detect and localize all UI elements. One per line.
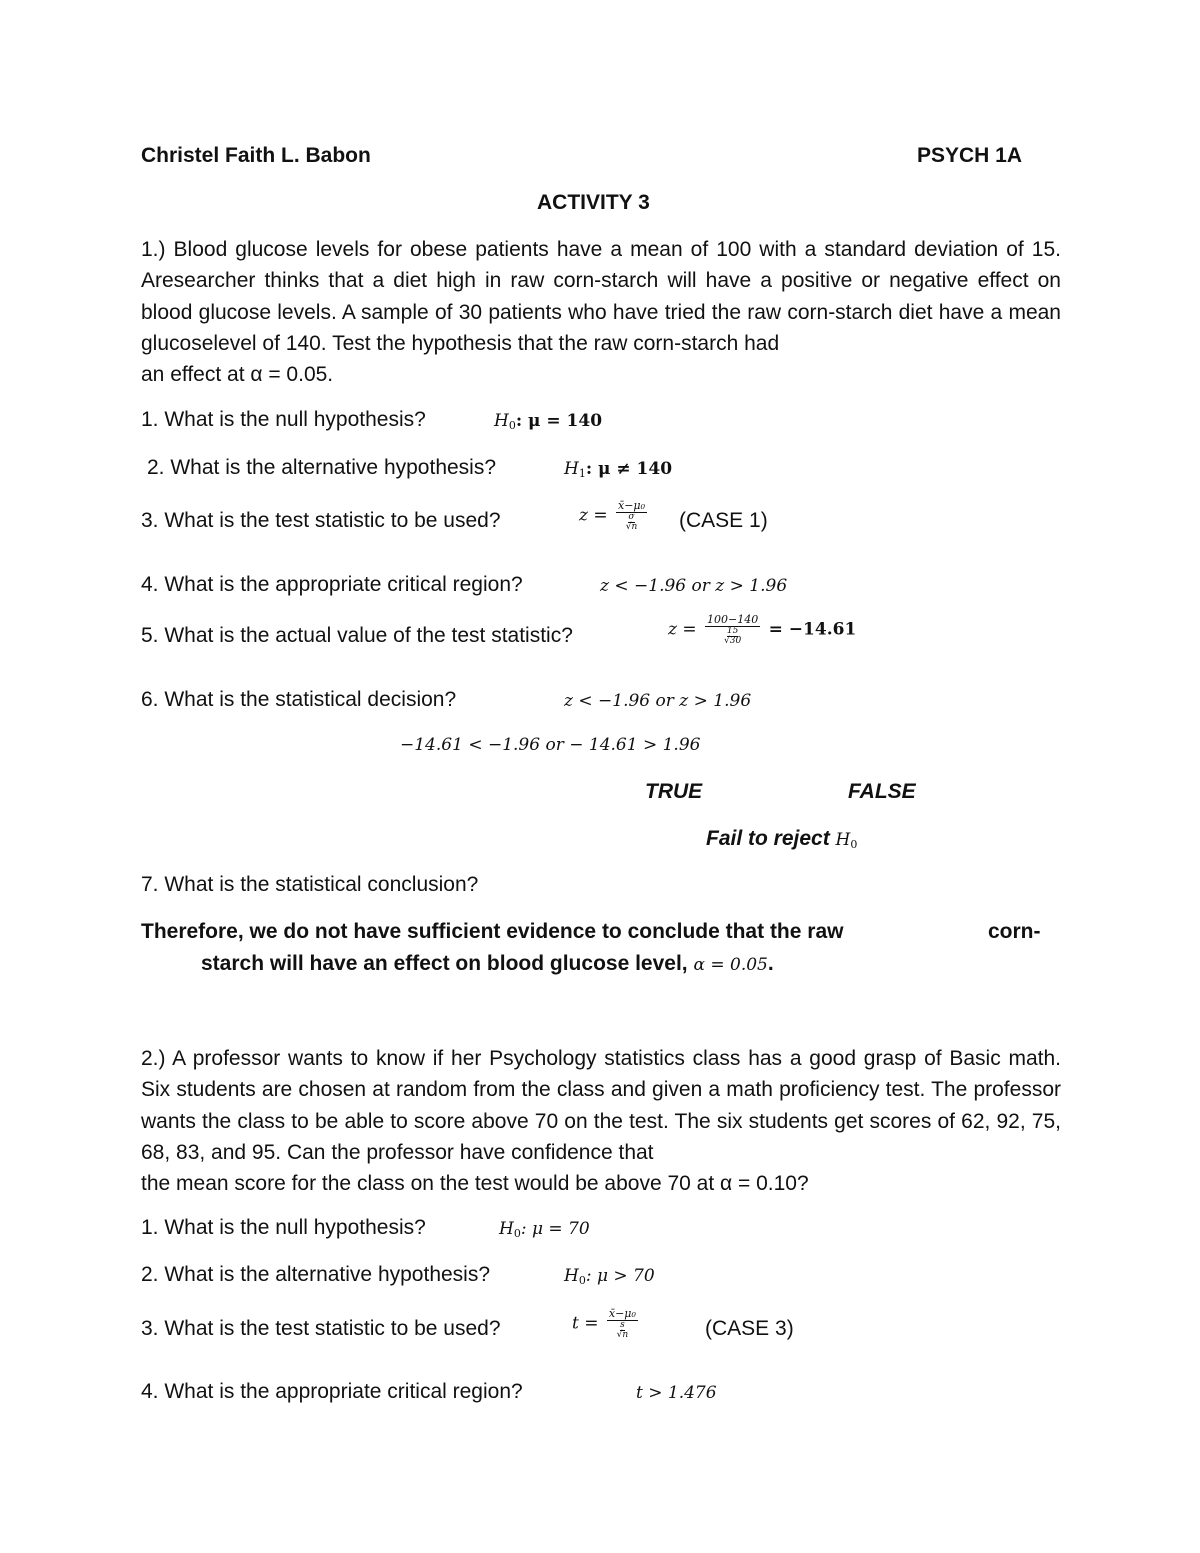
s-symbol: s (620, 1320, 625, 1330)
p1-question-7: 7. What is the statistical conclusion? (141, 873, 479, 896)
conclusion-line-1: Therefore, we do not have sufficient evidence to conclude that the raw (141, 920, 844, 943)
p2-answer-1-value: : μ = 70 (520, 1219, 590, 1239)
p2-question-1: 1. What is the null hypothesis? (141, 1216, 426, 1239)
p1-question-3: 3. What is the test statistic to be used? (141, 509, 501, 532)
p1-question-1: 1. What is the null hypothesis? (141, 408, 426, 431)
fraction-numerator: x̄−μ₀ (618, 499, 645, 512)
h-subscript: 1 (578, 467, 586, 480)
p2-question-3: 3. What is the test statistic to be used? (141, 1317, 501, 1340)
sqrt-n: √n (625, 522, 638, 532)
p2-question-2: 2. What is the alternative hypothesis? (141, 1263, 491, 1286)
p1-answer-2-value: : μ ≠ 140 (585, 459, 673, 479)
p2-answer-2 (564, 1265, 655, 1292)
problem-1-text (141, 234, 1061, 390)
p1-answer-1 (494, 410, 602, 437)
fraction-denominator (615, 1321, 631, 1340)
h-symbol: H (835, 830, 851, 850)
true-label: TRUE (645, 780, 703, 803)
decision-text: Fail to reject (706, 827, 830, 850)
problem-1-body: 1.) Blood glucose levels for obese patients have a mean of 100 with a standard deviation of 15. Aresearcher thinks that a diet high in raw corn-starch will have a positive or negative effect on blood glucose levels. A sample of 30 patients who have tried the raw corn-starch diet have a mean glucoselevel of 140. Test the hypothesis that the raw corn-starch had (141, 238, 1061, 355)
h-subscript: 0 (508, 419, 516, 432)
p2-answer-2-value: : μ > 70 (585, 1266, 655, 1286)
p1-answer-1-value: : μ = 140 (515, 411, 603, 431)
p1-question-5: 5. What is the actual value of the test statistic? (141, 624, 573, 647)
h-subscript: 0 (578, 1274, 586, 1287)
decision-h0 (836, 830, 858, 850)
conclusion-text: starch will have an effect on blood glucose level, (201, 952, 688, 975)
p1-answer-4: z < −1.96 or z > 1.96 (600, 576, 788, 596)
conclusion-alpha: α = 0.05 (693, 955, 768, 975)
formula-lhs: z = (579, 505, 608, 526)
p2-case-label: (CASE 3) (705, 1317, 794, 1340)
p1-answer-2 (564, 458, 672, 485)
p1-case-label: (CASE 1) (679, 509, 768, 532)
z-value-fraction (705, 614, 760, 646)
h-subscript: 0 (850, 838, 858, 851)
formula-lhs: z = (668, 619, 697, 640)
h-subscript: 0 (513, 1227, 521, 1240)
t-formula-fraction (607, 1308, 638, 1340)
fraction-numerator: 100−140 (707, 613, 759, 626)
conclusion-line-2 (201, 952, 774, 976)
sd-value: 15 (726, 626, 739, 636)
false-label: FALSE (848, 780, 916, 803)
p2-answer-4: t > 1.476 (636, 1383, 717, 1403)
decision-statement (706, 827, 857, 856)
problem-2-text (141, 1043, 1061, 1199)
student-name: Christel Faith L. Babon (141, 144, 371, 167)
sqrt-sample-size: √30 (724, 636, 742, 646)
fraction-numerator: x̄−μ₀ (608, 1307, 636, 1320)
formula-lhs: t = (572, 1313, 599, 1334)
sqrt-n: √n (616, 1330, 629, 1340)
p2-answer-1 (499, 1218, 590, 1245)
p1-decision-line-1: z < −1.96 or z > 1.96 (564, 691, 752, 711)
conclusion-line-1-end: corn- (988, 920, 1041, 943)
h-symbol: H (564, 459, 579, 479)
z-result: = −14.61 (768, 619, 857, 640)
h-symbol: H (499, 1219, 514, 1239)
conclusion-period: . (767, 952, 774, 975)
problem-2-body-last: the mean score for the class on the test would be above 70 at α = 0.10? (141, 1172, 809, 1196)
p2-question-4: 4. What is the appropriate critical region? (141, 1380, 523, 1403)
h-symbol: H (564, 1266, 579, 1286)
problem-2-body: 2.) A professor wants to know if her Psychology statistics class has a good grasp of Basic math. Six students are chosen at random from the class and given a math proficiency test. The professor wants the class to be able to score above 70 on the test. The six students get scores of 62, 92, 75, 68, 83, and 95. Can the professor have confidence that (141, 1047, 1061, 1164)
p1-answer-3 (579, 500, 650, 532)
sigma-symbol: σ (628, 512, 635, 522)
activity-title: ACTIVITY 3 (537, 191, 650, 214)
p2-answer-3 (572, 1308, 641, 1340)
p1-question-4: 4. What is the appropriate critical region? (141, 573, 523, 596)
p1-decision-line-2: −14.61 < −1.96 or − 14.61 > 1.96 (400, 735, 701, 755)
fraction-denominator (624, 513, 640, 532)
p1-answer-5 (668, 614, 856, 646)
p1-question-2: 2. What is the alternative hypothesis? (147, 456, 497, 479)
h-symbol: H (494, 411, 509, 431)
fraction-denominator (722, 627, 743, 646)
z-formula-fraction (616, 500, 647, 532)
p1-question-6: 6. What is the statistical decision? (141, 688, 457, 711)
course-code: PSYCH 1A (917, 144, 1023, 167)
problem-1-body-last: an effect at α = 0.05. (141, 363, 334, 387)
